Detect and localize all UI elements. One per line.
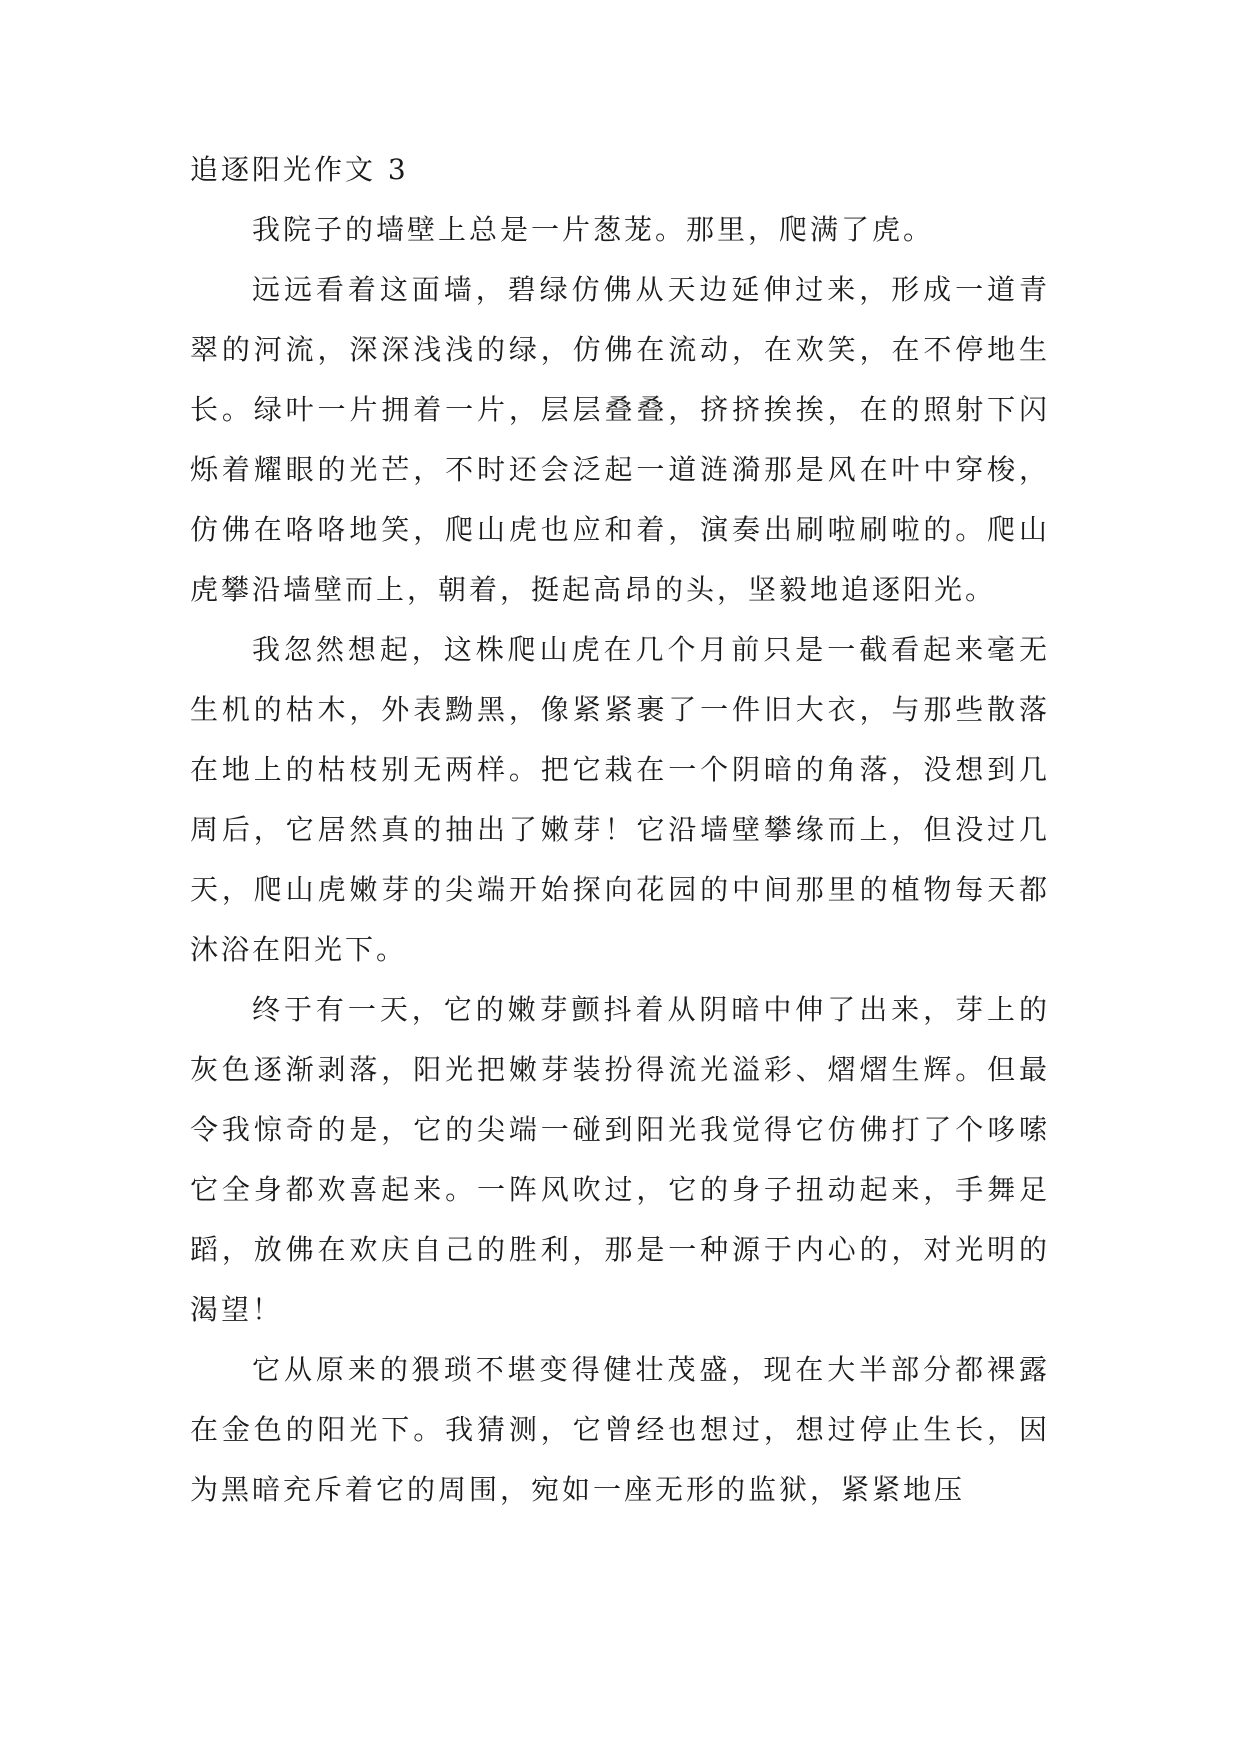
paragraph-4: 终于有一天，它的嫩芽颤抖着从阴暗中伸了出来，芽上的灰色逐渐剥落，阳光把嫩芽装扮得流光溢彩、熠熠生辉。但最令我惊奇的是，它的尖端一碰到阳光我觉得它仿佛打了个哆嗦它全身都欢喜起来。一阵风吹过，它的身子扭动起来，手舞足蹈，放佛在欢庆自己的胜利，那是一种源于内心的，对光明的渴望！ — [190, 993, 1050, 1326]
paragraph-1: 我院子的墙壁上总是一片葱茏。那里，爬满了虎。 — [252, 213, 935, 246]
paragraph-5: 它从原来的猥琐不堪变得健壮茂盛，现在大半部分都裸露在金色的阳光下。我猜测，它曾经也想过，想过停止生长，因为黑暗充斥着它的周围，宛如一座无形的监狱，紧紧地压 — [190, 1353, 1050, 1506]
document-body — [190, 140, 1050, 1520]
paragraph-2: 远远看着这面墙，碧绿仿佛从天边延伸过来，形成一道青翠的河流，深深浅浅的绿，仿佛在流动，在欢笑，在不停地生长。绿叶一片拥着一片，层层叠叠，挤挤挨挨，在的照射下闪烁着耀眼的光芒，不时还会泛起一道涟漪那是风在叶中穿梭，仿佛在咯咯地笑，爬山虎也应和着，演奏出刷啦刷啦的。爬山虎攀沿墙壁而上，朝着，挺起高昂的头，坚毅地追逐阳光。 — [190, 273, 1050, 606]
paragraph-3: 我忽然想起，这株爬山虎在几个月前只是一截看起来毫无生机的枯木，外表黝黑，像紧紧裹了一件旧大衣，与那些散落在地上的枯枝别无两样。把它栽在一个阴暗的角落，没想到几周后，它居然真的抽出了嫩芽！它沿墙壁攀缘而上，但没过几天，爬山虎嫩芽的尖端开始探向花园的中间那里的植物每天都沐浴在阳光下。 — [190, 633, 1050, 966]
document-title: 追逐阳光作文 3 — [190, 153, 409, 186]
